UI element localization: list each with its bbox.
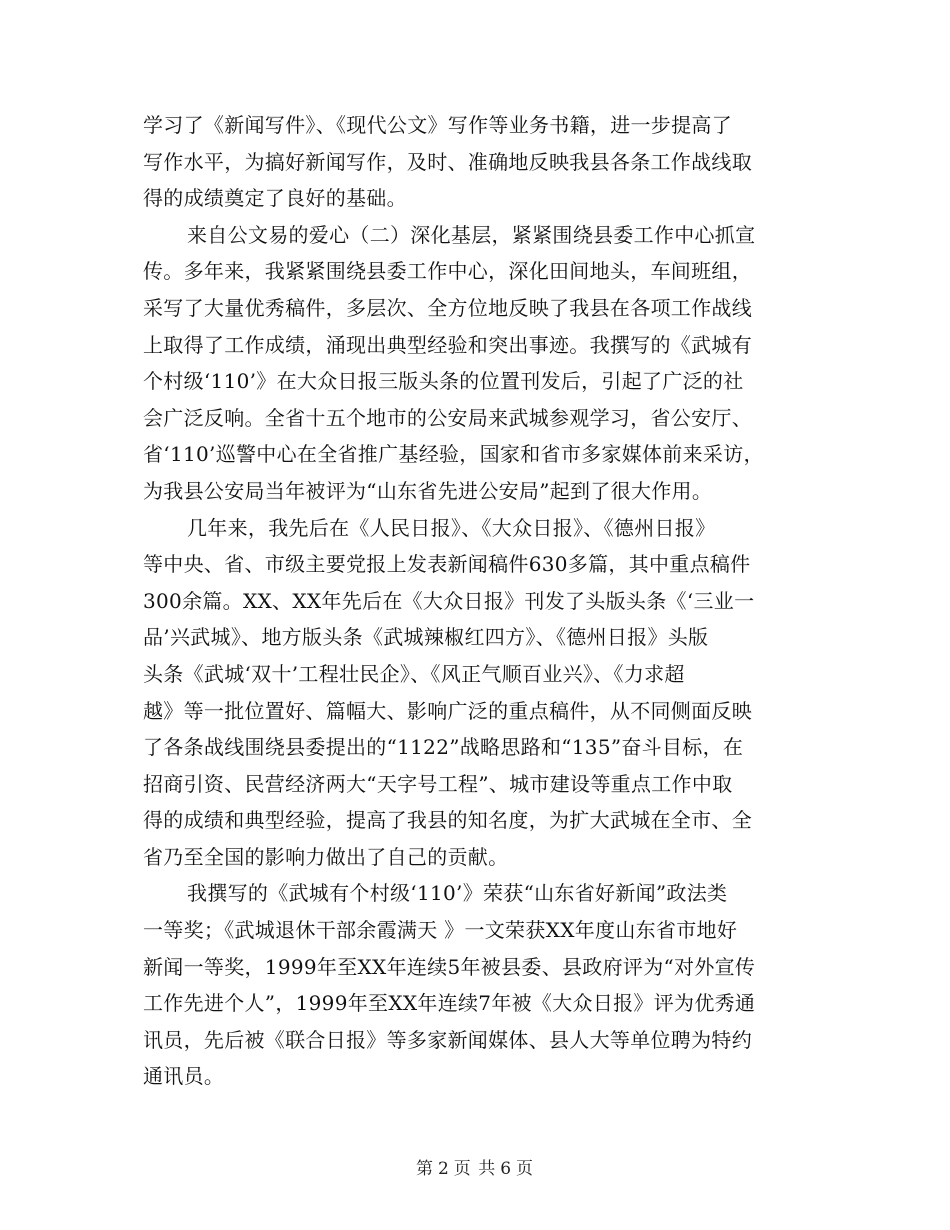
paragraph-2 [143,217,823,510]
text-line: 写作水平，为搞好新闻写作，及时、准确地反映我县各条工作战线取 [143,149,752,174]
paragraph-4 [143,875,823,1095]
text-line: 一等奖；《武城退休干部余霞满天 》一文荣获XX年度山东省市地好 [143,918,738,943]
text-line: 学习了《新闻写件》、《现代公文》写作等业务书籍，进一步提高了 [143,113,732,137]
text-line: 会广泛反响。全省十五个地市的公安局来武城参观学习，省公安厅、 [143,405,752,430]
text-line: 300余篇。XX、XX年先后在《大众日报》刊发了头版头条《‘三业一 [143,588,755,613]
paragraph-1 [143,107,823,217]
text-line: 品’兴武城》、地方版头条《武城辣椒红四方》、《德州日报》头版 [143,625,709,650]
text-line: 得的成绩奠定了良好的基础。 [143,186,407,211]
text-line: 采写了大量优秀稿件，多层次、全方位地反映了我县在各项工作战线 [143,295,752,320]
text-line: 了各条战线围绕县委提出的“1122”战略思路和“135”奋斗目标，在 [143,735,744,760]
text-line: 我撰写的《武城有个村级‘110’》荣获“山东省好新闻”政法类 [187,881,728,906]
document-body [143,107,823,1095]
paragraph-3 [143,510,823,876]
text-line: 省乃至全国的影响力做出了自己的贡献。 [143,844,509,869]
text-line: 等中央、省、市级主要党报上发表新闻稿件630多篇，其中重点稿件 [143,552,751,577]
text-line: 头条《武城‘双十’工程壮民企》、《风正气顺百业兴》、《力求超 [143,661,685,686]
text-line: 传。多年来，我紧紧围绕县委工作中心，深化田间地头，车间班组， [143,259,752,284]
current-page-number: 2 [437,1159,450,1179]
text-line: 讯员，先后被《联合日报》等多家新闻媒体、县人大等单位聘为特约 [143,1027,752,1052]
page-label-mid: 页 共 [453,1159,497,1179]
total-pages-number: 6 [500,1159,513,1179]
text-line: 新闻一等奖，1999年至XX年连续5年被县委、县政府评为“对外宣传 [143,954,756,979]
text-line: 来自公文易的爱心（二）深化基层，紧紧围绕县委工作中心抓宣 [187,222,756,247]
text-line: 通讯员。 [143,1064,225,1089]
page-label-suffix: 页 [516,1159,535,1179]
text-line: 招商引资、民营经济两大“天字号工程”、城市建设等重点工作中取 [143,771,733,796]
page-footer [0,1154,950,1179]
text-line: 越》等一批位置好、篇幅大、影响广泛的重点稿件，从不同侧面反映 [143,698,752,723]
text-line: 几年来，我先后在《人民日报》、《大众日报》、《德州日报》 [187,515,716,540]
text-line: 工作先进个人”，1999年至XX年连续7年被《大众日报》评为优秀通 [143,991,756,1016]
text-line: 为我县公安局当年被评为“山东省先进公安局”起到了很大作用。 [143,478,713,503]
text-line: 得的成绩和典型经验，提高了我县的知名度，为扩大武城在全市、全 [143,808,752,833]
text-line: 省‘110’巡警中心在全省推广基经验，国家和省市多家媒体前来采访， [143,442,764,467]
text-line: 上取得了工作成绩，涌现出典型经验和突出事迹。我撰写的《武城有 [143,332,752,357]
text-line: 个村级‘110’》在大众日报三版头条的位置刊发后，引起了广泛的社 [143,369,744,394]
page-label-prefix: 第 [415,1159,434,1179]
